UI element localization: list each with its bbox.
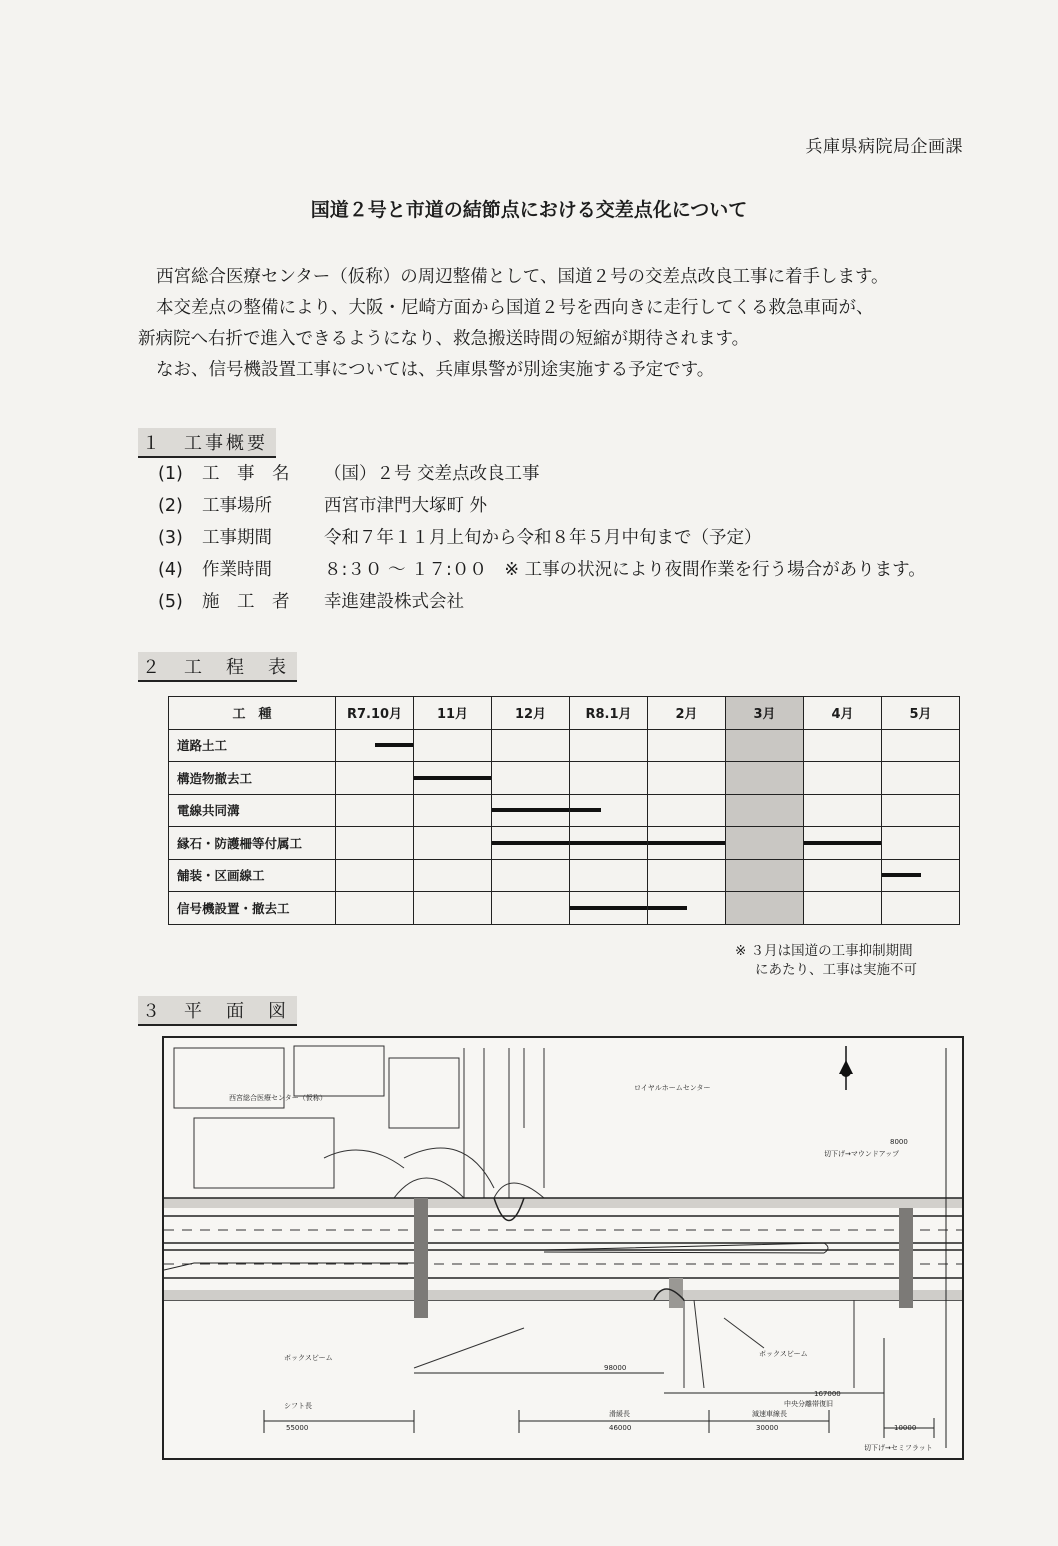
plan-label-10000: 10000	[894, 1424, 917, 1432]
plan-label-taper-len: 46000	[609, 1424, 632, 1432]
month-cell	[648, 729, 726, 762]
month-cell	[804, 859, 882, 892]
gantt-bar	[492, 841, 569, 845]
month-cell	[492, 762, 570, 795]
plan-label-cut-flat: 切下げ→セミフラット	[864, 1444, 933, 1452]
intro-paragraph-2b: 新病院へ右折で進入できるようになり、救急搬送時間の短縮が期待されます。	[138, 329, 750, 349]
month-cell	[648, 859, 726, 892]
month-cell	[570, 729, 648, 762]
plan-label-hospital: 西宮総合医療センター（仮称）	[229, 1094, 327, 1102]
month-cell	[804, 762, 882, 795]
month-cell	[570, 827, 648, 860]
gantt-bar	[414, 776, 491, 780]
month-cell	[804, 827, 882, 860]
schedule-table	[168, 696, 960, 925]
schedule-note-line-1: ※ ３月は国道の工事抑制期間	[735, 943, 913, 959]
month-cell	[570, 859, 648, 892]
month-cell	[804, 729, 882, 762]
intro-paragraph-1: 西宮総合医療センター（仮称）の周辺整備として、国道２号の交差点改良工事に着手します。	[156, 267, 889, 287]
overview-item: (5) 施 工 者 幸進建設株式会社	[158, 592, 464, 612]
schedule-heading: ２ 工 程 表	[138, 652, 297, 682]
month-cell	[570, 892, 648, 925]
plan-label-box-beam-right: ボックスビーム	[759, 1350, 808, 1358]
work-type-cell: 構造物撤去工	[169, 762, 336, 795]
gantt-bar	[648, 841, 725, 845]
plan-label-shift: シフト長	[284, 1402, 312, 1410]
overview-item: (1) 工 事 名 （国）２号 交差点改良工事	[158, 464, 540, 484]
schedule-row	[169, 859, 960, 892]
month-cell	[414, 794, 492, 827]
work-type-cell: 信号機設置・撤去工	[169, 892, 336, 925]
work-type-cell: 縁石・防護柵等付属工	[169, 827, 336, 860]
overview-heading: １ 工事概要	[138, 428, 276, 458]
month-header: 12月	[492, 697, 570, 730]
month-cell	[336, 859, 414, 892]
month-cell	[882, 729, 960, 762]
department-name: 兵庫県病院局企画課	[805, 137, 963, 157]
month-cell	[492, 859, 570, 892]
plan-label-box-beam-left: ボックスビーム	[284, 1354, 333, 1362]
month-header: 3月	[726, 697, 804, 730]
month-cell	[804, 892, 882, 925]
gantt-bar	[648, 906, 687, 910]
plan-label-store: ロイヤルホームセンター	[634, 1084, 711, 1092]
month-cell	[726, 794, 804, 827]
plan-label-median: 中央分離帯復旧	[784, 1400, 833, 1408]
month-cell	[570, 794, 648, 827]
gantt-bar	[570, 906, 647, 910]
month-header: 4月	[804, 697, 882, 730]
schedule-row	[169, 729, 960, 762]
month-cell	[492, 729, 570, 762]
month-header: R8.1月	[570, 697, 648, 730]
month-header: 2月	[648, 697, 726, 730]
month-cell	[336, 762, 414, 795]
month-cell	[414, 827, 492, 860]
month-cell	[414, 762, 492, 795]
north-arrow-icon	[839, 1046, 853, 1090]
schedule-row	[169, 762, 960, 795]
month-cell	[648, 762, 726, 795]
schedule-row	[169, 827, 960, 860]
overview-list	[158, 458, 926, 618]
overview-item: (2) 工事場所 西宮市津門大塚町 外	[158, 496, 488, 516]
plan-heading: ３ 平 面 図	[138, 996, 297, 1026]
month-cell	[882, 762, 960, 795]
month-cell	[414, 892, 492, 925]
intro-paragraph-2a: 本交差点の整備により、大阪・尼崎方面から国道２号を西向きに走行してくる救急車両が、	[156, 298, 874, 318]
gantt-bar	[375, 743, 414, 747]
schedule-row	[169, 794, 960, 827]
plan-label-decel: 減速車線長	[752, 1410, 787, 1418]
month-header: 5月	[882, 697, 960, 730]
work-type-cell: 電線共同溝	[169, 794, 336, 827]
intro-text	[138, 262, 998, 386]
work-type-cell: 舗装・区画線工	[169, 859, 336, 892]
intro-paragraph-3: なお、信号機設置工事については、兵庫県警が別途実施する予定です。	[156, 360, 715, 380]
month-cell	[882, 827, 960, 860]
month-cell	[648, 892, 726, 925]
plan-label-taper: 滑緩長	[609, 1410, 630, 1418]
month-cell	[726, 827, 804, 860]
plan-label-8000: 8000	[890, 1138, 908, 1146]
gantt-bar	[570, 841, 647, 845]
month-cell	[726, 892, 804, 925]
month-cell	[882, 892, 960, 925]
month-cell	[336, 892, 414, 925]
gantt-bar	[804, 841, 881, 845]
gantt-bar	[492, 808, 569, 812]
month-cell	[336, 794, 414, 827]
month-cell	[414, 729, 492, 762]
month-header: R7.10月	[336, 697, 414, 730]
month-cell	[882, 794, 960, 827]
plan-label-median-len: 167000	[814, 1390, 841, 1398]
document-title: 国道２号と市道の結節点における交差点化について	[310, 199, 748, 221]
plan-label-decel-len: 30000	[756, 1424, 779, 1432]
plan-svg	[164, 1038, 962, 1458]
schedule-note-line-2: にあたり、工事は実施不可	[755, 962, 917, 978]
plan-drawing	[162, 1036, 964, 1460]
month-cell	[648, 794, 726, 827]
month-cell	[492, 892, 570, 925]
month-cell	[570, 762, 648, 795]
month-cell	[882, 859, 960, 892]
month-cell	[726, 762, 804, 795]
month-cell	[492, 827, 570, 860]
overview-item: (4) 作業時間 ８:３０ ～ １７:００ ※ 工事の状況により夜間作業を行う場合があります。	[158, 560, 926, 580]
plan-label-98000: 98000	[604, 1364, 627, 1372]
plan-label-shift-len: 55000	[286, 1424, 309, 1432]
overview-item: (3) 工事期間 令和７年１１月上旬から令和８年５月中旬まで（予定）	[158, 528, 762, 548]
schedule-row	[169, 892, 960, 925]
work-type-header: 工 種	[169, 697, 336, 730]
work-type-cell: 道路土工	[169, 729, 336, 762]
schedule-note	[735, 942, 917, 980]
month-cell	[726, 859, 804, 892]
month-cell	[336, 827, 414, 860]
month-cell	[804, 794, 882, 827]
month-cell	[336, 729, 414, 762]
month-cell	[492, 794, 570, 827]
schedule-header-row	[169, 697, 960, 730]
plan-label-cut-up: 切下げ→マウンドアップ	[824, 1150, 900, 1158]
month-cell	[726, 729, 804, 762]
month-header: 11月	[414, 697, 492, 730]
gantt-bar	[882, 873, 921, 877]
gantt-bar	[570, 808, 601, 812]
month-cell	[414, 859, 492, 892]
month-cell	[648, 827, 726, 860]
